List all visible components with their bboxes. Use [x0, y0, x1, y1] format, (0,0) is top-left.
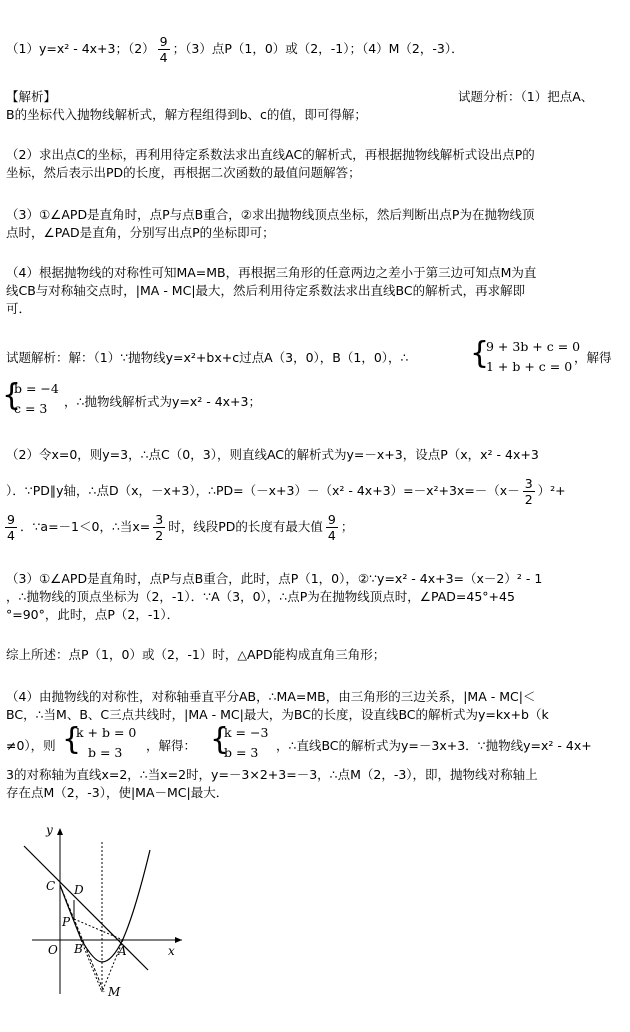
- solution-2-line-2-text: ）．∵PD∥y轴，∴点D（x，－x+3），∴PD=（－x+3）－（x² - 4x+3）=－x²+3x=－（x－: [6, 483, 520, 498]
- system-1-eq-1: 9 + 3b + c = 0: [486, 339, 581, 354]
- solution-2-line-3-end: ；: [340, 519, 354, 534]
- system-2: [14, 379, 59, 419]
- system-4: [224, 723, 268, 763]
- system-brace-1: {: [470, 336, 490, 371]
- analysis-line-4b: 线CB与对称轴交点时，|MA - MC|最大，然后利用待定系数法求出直线BC的解析式，再求解即: [6, 283, 526, 298]
- analysis-line-2b: 坐标，然后表示出PD的长度，再根据二次函数的最值问题解答；: [6, 165, 361, 180]
- solution-1-post: ，解得: [574, 350, 612, 365]
- fraction-3-over-2-a: [523, 476, 535, 507]
- label-y: y: [46, 823, 53, 837]
- line-cb-dashed: [60, 885, 104, 992]
- fraction-9-over-4-a: [5, 512, 17, 543]
- system-4-eq-1: k = −3: [224, 725, 269, 740]
- system-3-eq-2: b = 3: [88, 745, 123, 760]
- analysis-line-3b: 点时，∠PAD是直角，分别写出点P的坐标即可；: [6, 225, 275, 240]
- solution-4-line-2: BC，∴当M、B、C三点共线时，|MA - MC|最大，为BC的长度，设直线BC的解析式为y=kx+b（k: [6, 707, 549, 722]
- solution-2-line-3-mid: 时，线段PD的长度有最大值: [168, 519, 323, 534]
- solution-2-line-2-tail: ）²+: [537, 483, 566, 498]
- fraction-numerator: 9: [327, 512, 336, 527]
- fraction-9-over-4-b: [326, 512, 338, 543]
- system-3-eq-1: k + b = 0: [76, 725, 137, 740]
- analysis-line-1: B的坐标代入抛物线解析式，解方程组得到b、c的值，即可得解；: [6, 107, 367, 122]
- system-2-eq-1: b = −4: [14, 381, 59, 396]
- fraction-denominator: 2: [524, 492, 533, 507]
- solution-3-line-2: ，∴抛物线的顶点坐标为（2，-1）．∵A（3，0），∴点P为在抛物线顶点时，∠PAD=45°+45: [6, 589, 515, 604]
- summary-line: 综上所述：点P（1，0）或（2，-1）时，△APD能构成直角三角形；: [6, 647, 386, 662]
- x-axis-arrow: [175, 937, 182, 943]
- solution-2-line-1: （2）令x=0，则y=3，∴点C（0，3），则直线AC的解析式为y=－x+3，设点P（x，x² - 4x+3: [6, 447, 539, 462]
- system-brace-2: {: [2, 378, 22, 413]
- analysis-line-3a: （3）①∠APD是直角时，点P与点B重合，②求出抛物线顶点坐标，然后判断出点P为在抛物线顶: [6, 207, 535, 222]
- label-d: D: [74, 883, 84, 897]
- y-axis-arrow: [57, 828, 63, 835]
- answer-part-2: ；（3）点P（1，0）或（2，-1）；（4）M（2，-3）．: [172, 41, 464, 56]
- label-origin: O: [48, 943, 58, 957]
- solution-2-line-3: [2, 510, 353, 544]
- fraction-denominator: 4: [7, 528, 15, 543]
- solution-4-line-4: 3的对称轴为直线x=2，∴当x=2时，y=－3×2+3=－3，∴点M（2，-3），即，抛物线对称轴上: [6, 767, 538, 782]
- answer-fraction-numerator: 9: [159, 34, 168, 49]
- solution-4-line-5: 存在点M（2，-3），使|MA－MC|最大．: [6, 785, 229, 800]
- parabola-graph: [22, 822, 192, 1002]
- fraction-numerator: 3: [524, 476, 533, 491]
- answer-fraction-denominator: 4: [159, 50, 168, 65]
- segment-bm: [81, 940, 102, 992]
- label-a: A: [118, 944, 127, 958]
- system-1-eq-2: 1 + b + c = 0: [486, 359, 573, 374]
- system-brace-3: {: [62, 722, 82, 757]
- system-brace-4: {: [210, 722, 230, 757]
- solution-4-line-3b: ，解得：: [146, 738, 197, 753]
- system-1: [486, 337, 580, 377]
- label-m: M: [108, 985, 121, 999]
- fraction-denominator: 2: [155, 528, 164, 543]
- answer-fraction: [158, 34, 170, 65]
- label-b: B: [74, 942, 83, 956]
- solution-3-line-3: °=90°，此时，点P（2，-1）．: [6, 607, 180, 622]
- solution-4-line-3c: ，∴直线BC的解析式为y=－3x+3．∵抛物线y=x² - 4x+: [276, 738, 592, 753]
- answer-line: [6, 34, 464, 65]
- solution-2-line-2: [6, 474, 566, 508]
- fraction-numerator: 3: [155, 512, 164, 527]
- answer-part-1: （1）y=x² - 4x+3；（2）: [6, 41, 155, 56]
- fraction-denominator: 4: [327, 528, 336, 543]
- label-p: P: [62, 915, 71, 929]
- system-4-eq-2: b = 3: [224, 745, 259, 760]
- analysis-line-2a: （2）求出点C的坐标，再利用待定系数法求出直线AC的解析式，再根据抛物线解析式设出点P的: [6, 147, 535, 162]
- system-2-eq-2: c = 3: [14, 401, 48, 416]
- solution-1-prefix: 试题解析：解：（1）∵抛物线y=x²+bx+c过点A（3，0），B（1，0），∴: [6, 350, 409, 365]
- solution-4-line-3a: ≠0），则: [6, 738, 56, 753]
- system-3: [76, 723, 136, 763]
- fraction-numerator: 9: [7, 512, 15, 527]
- analysis-line-4c: 可．: [6, 301, 32, 316]
- solution-2-line-3-text: ．∵a=－1＜0，∴当x=: [19, 519, 151, 534]
- solution-4-line-1: （4）由抛物线的对称性，对称轴垂直平分AB，∴MA=MB，由三角形的三边关系，|MA - MC|＜: [6, 689, 536, 704]
- analysis-line-4a: （4）根据抛物线的对称性可知MA=MB，再根据三角形的任意两边之差小于第三边可知点M为直: [6, 265, 537, 280]
- label-c: C: [46, 879, 56, 893]
- analysis-tag: 【解析】: [6, 89, 57, 104]
- solution-1-result: ，∴抛物线解析式为y=x² - 4x+3；: [64, 394, 261, 409]
- label-x: x: [168, 944, 175, 958]
- solution-3-line-1: （3）①∠APD是直角时，点P与点B重合，此时，点P（1，0），②∵y=x² - 4x+3=（x－2）² - 1: [6, 571, 543, 586]
- analysis-title: 试题分析：（1）把点A、: [458, 89, 594, 104]
- fraction-3-over-2-b: [153, 512, 165, 543]
